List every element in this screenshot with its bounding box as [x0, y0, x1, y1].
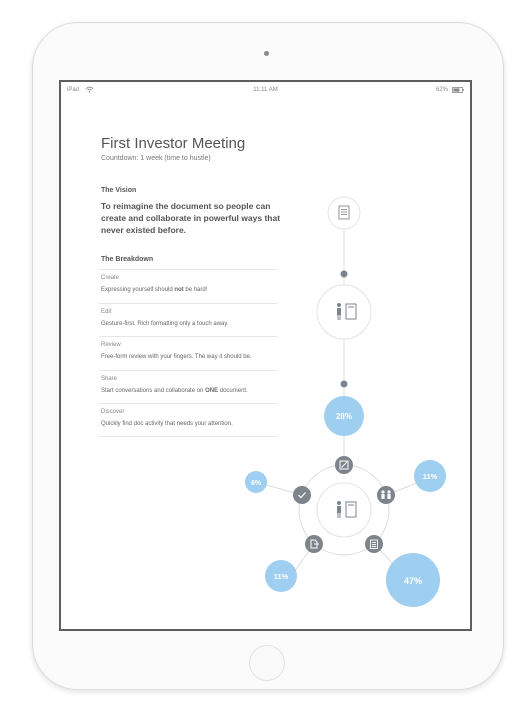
- center-node[interactable]: [317, 483, 371, 537]
- item-desc: Gesture-first. Rich formatting only a touch away.: [101, 320, 229, 327]
- home-button[interactable]: [249, 645, 285, 681]
- vision-heading: The Vision: [101, 187, 137, 194]
- item-desc: Quickly find doc activity that needs your attention.: [101, 421, 233, 427]
- page-subtitle: Countdown: 1 week (time to hustle): [101, 155, 211, 162]
- status-carrier: iPad: [67, 87, 80, 93]
- connector-dot: [341, 381, 348, 388]
- percent-bottom-left-label: 11%: [273, 572, 289, 581]
- item-desc: Start conversations and collaborate on ONE document.: [101, 387, 248, 394]
- percent-bottom-right-label: 47%: [403, 576, 423, 586]
- item-desc: Free-form review with your fingers. The way it should be.: [101, 354, 252, 360]
- page-title: First Investor Meeting: [101, 135, 246, 152]
- camera-icon: [264, 51, 269, 56]
- battery-percent: 62%: [435, 87, 448, 93]
- item-label: Create: [101, 275, 120, 281]
- review-node[interactable]: [293, 486, 311, 504]
- vision-text: To reimagine the document so people can create and collaborate in powerful ways that never existed before.: [101, 201, 281, 235]
- share-people-node[interactable]: [377, 486, 395, 504]
- document-node[interactable]: [328, 197, 360, 229]
- percent-left-label: 6%: [250, 480, 262, 487]
- percent-top-label: 28%: [335, 412, 353, 421]
- item-label: Edit: [101, 308, 112, 315]
- status-time: 11:11 AM: [253, 87, 278, 93]
- breakdown-heading: The Breakdown: [101, 256, 154, 263]
- activity-diagram: [61, 82, 470, 629]
- screen: [59, 80, 472, 631]
- item-label: Share: [101, 375, 118, 382]
- connector-dot: [341, 271, 348, 278]
- item-label: Review: [101, 342, 121, 348]
- percent-right-label: 11%: [422, 472, 438, 481]
- item-desc: Expressing yourself should not be hard!: [101, 287, 208, 293]
- notes-node[interactable]: [365, 535, 383, 553]
- presenter-node[interactable]: [317, 285, 371, 339]
- item-label: Discover: [101, 409, 125, 415]
